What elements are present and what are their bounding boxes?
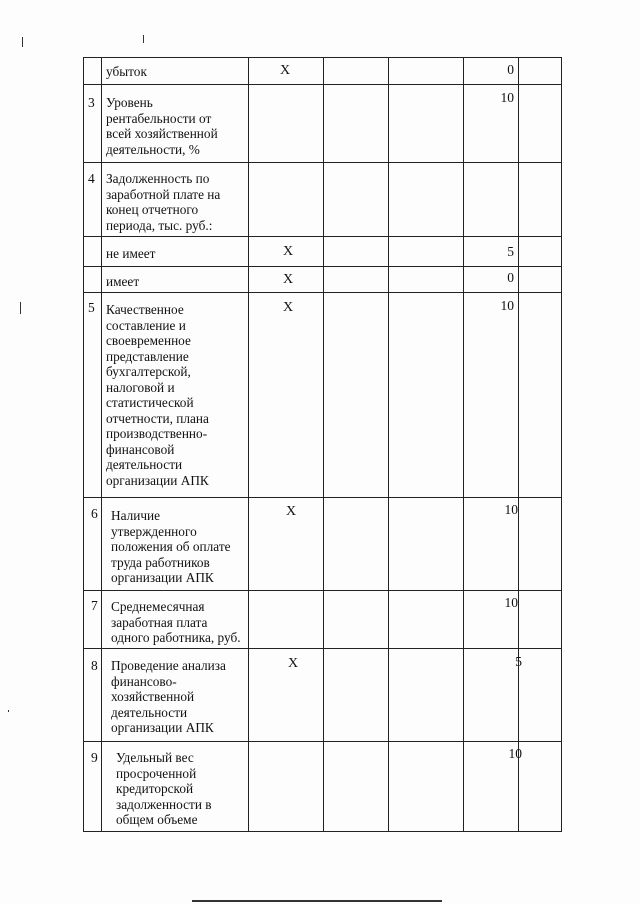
scan-mark: [143, 35, 144, 43]
score-value: 5: [515, 654, 522, 669]
row-divider: [83, 648, 562, 649]
score-value: 10: [500, 298, 514, 313]
row-number: 5: [88, 300, 95, 315]
score-value: 10: [504, 595, 518, 610]
row-divider: [83, 57, 562, 58]
row-divider: [83, 236, 562, 237]
x-mark: X: [286, 504, 297, 519]
row-number: 3: [88, 95, 95, 110]
x-mark: X: [280, 63, 291, 78]
score-value: 10: [500, 90, 514, 105]
criterion-text: Задолженность по заработной плате на конец отчетного периода, тыс. руб.:: [106, 171, 221, 233]
column-divider: [518, 57, 519, 832]
score-value: 0: [507, 62, 514, 77]
footer-line: [192, 900, 442, 902]
row-divider: [83, 590, 562, 591]
x-mark: X: [283, 244, 294, 259]
criterion-text: убыток: [106, 64, 147, 79]
row-number: 4: [88, 171, 95, 186]
column-divider: [323, 57, 324, 832]
row-number: 8: [91, 658, 98, 673]
row-divider: [83, 497, 562, 498]
scan-mark: [20, 302, 21, 314]
score-value: 10: [508, 746, 522, 761]
score-value: 10: [504, 502, 518, 517]
column-divider: [248, 57, 249, 832]
row-number: 9: [91, 750, 98, 765]
column-divider: [101, 57, 102, 832]
criterion-text: Наличие утвержденного положения об оплате труда работников организации АПК: [111, 508, 231, 585]
row-number: 7: [91, 598, 98, 613]
table-border-left: [83, 57, 84, 832]
column-divider: [388, 57, 389, 832]
scan-mark: [22, 37, 23, 47]
score-value: 0: [507, 270, 514, 285]
criterion-text: Проведение анализа финансово- хозяйственной деятельности организации АПК: [111, 658, 226, 735]
criterion-text: Уровень рентабельности от всей хозяйственной деятельности, %: [106, 95, 218, 157]
scan-mark: [8, 710, 9, 712]
x-mark: X: [288, 656, 299, 671]
x-mark: X: [283, 272, 294, 287]
row-divider: [83, 741, 562, 742]
criterion-text: Среднемесячная заработная плата одного работника, руб.: [111, 599, 241, 645]
score-value: 5: [507, 244, 514, 259]
row-divider: [83, 84, 562, 85]
x-mark: X: [283, 300, 294, 315]
row-divider: [83, 266, 562, 267]
row-divider: [83, 292, 562, 293]
table-border-right: [561, 57, 562, 832]
criterion-text: Удельный вес просроченной кредиторской задолженности в общем объеме: [116, 750, 212, 827]
table-border-bottom: [83, 831, 562, 832]
row-number: 6: [91, 506, 98, 521]
criterion-text: не имеет: [106, 246, 156, 261]
column-divider: [463, 57, 464, 832]
row-divider: [83, 162, 562, 163]
criterion-text: имеет: [106, 274, 140, 289]
criterion-text: Качественное составление и своевременное представление бухгалтерской, налоговой и статистической отчетности, плана производственно- финансовой деятельности организации АПК: [106, 302, 209, 488]
